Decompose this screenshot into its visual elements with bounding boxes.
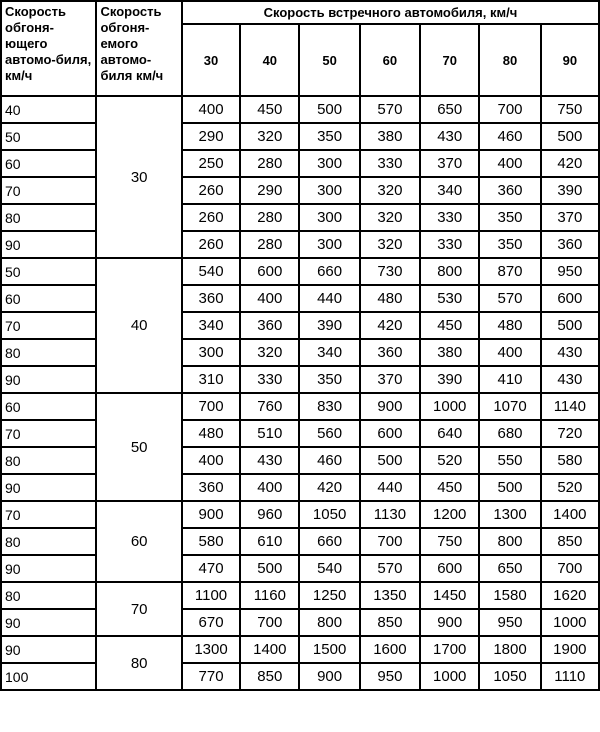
oncoming-speed-70: 70 <box>420 24 479 96</box>
distance-value-cell: 650 <box>479 555 540 582</box>
distance-value-cell: 450 <box>420 312 479 339</box>
table-row <box>1 312 599 339</box>
distance-value-cell: 430 <box>541 339 599 366</box>
distance-value-cell: 800 <box>479 528 540 555</box>
distance-value-cell: 600 <box>360 420 420 447</box>
table-row <box>1 339 599 366</box>
distance-value-cell: 290 <box>240 177 299 204</box>
distance-value-cell: 380 <box>420 339 479 366</box>
distance-value-cell: 400 <box>479 150 540 177</box>
distance-value-cell: 400 <box>240 474 299 501</box>
distance-value-cell: 1300 <box>182 636 240 663</box>
distance-value-cell: 290 <box>182 123 240 150</box>
distance-value-cell: 1400 <box>541 501 599 528</box>
distance-value-cell: 570 <box>479 285 540 312</box>
distance-value-cell: 530 <box>420 285 479 312</box>
distance-value-cell: 280 <box>240 150 299 177</box>
distance-value-cell: 830 <box>299 393 359 420</box>
distance-value-cell: 400 <box>240 285 299 312</box>
distance-value-cell: 700 <box>360 528 420 555</box>
distance-value-cell: 350 <box>479 231 540 258</box>
overtaken-speed-cell: 40 <box>96 258 181 393</box>
distance-value-cell: 250 <box>182 150 240 177</box>
distance-value-cell: 1100 <box>182 582 240 609</box>
distance-value-cell: 720 <box>541 420 599 447</box>
distance-value-cell: 560 <box>299 420 359 447</box>
table-row <box>1 231 599 258</box>
overtaking-speed-cell: 60 <box>1 150 96 177</box>
distance-value-cell: 260 <box>182 177 240 204</box>
distance-value-cell: 280 <box>240 204 299 231</box>
distance-value-cell: 460 <box>299 447 359 474</box>
oncoming-speed-60: 60 <box>360 24 420 96</box>
distance-value-cell: 390 <box>541 177 599 204</box>
distance-value-cell: 500 <box>479 474 540 501</box>
overtaken-speed-cell: 50 <box>96 393 181 501</box>
overtaking-speed-cell: 90 <box>1 636 96 663</box>
distance-value-cell: 330 <box>420 204 479 231</box>
distance-value-cell: 370 <box>541 204 599 231</box>
distance-value-cell: 1130 <box>360 501 420 528</box>
distance-value-cell: 1000 <box>541 609 599 636</box>
distance-value-cell: 670 <box>182 609 240 636</box>
distance-value-cell: 900 <box>182 501 240 528</box>
distance-value-cell: 640 <box>420 420 479 447</box>
oncoming-speed-40: 40 <box>240 24 299 96</box>
distance-value-cell: 320 <box>240 339 299 366</box>
distance-value-cell: 1900 <box>541 636 599 663</box>
distance-value-cell: 450 <box>240 96 299 123</box>
distance-value-cell: 400 <box>182 447 240 474</box>
distance-value-cell: 280 <box>240 231 299 258</box>
distance-value-cell: 660 <box>299 258 359 285</box>
distance-value-cell: 1050 <box>299 501 359 528</box>
overtaking-speed-cell: 70 <box>1 420 96 447</box>
distance-value-cell: 330 <box>420 231 479 258</box>
distance-value-cell: 500 <box>299 96 359 123</box>
distance-value-cell: 1500 <box>299 636 359 663</box>
overtaking-speed-cell: 90 <box>1 366 96 393</box>
distance-value-cell: 430 <box>541 366 599 393</box>
overtaking-speed-cell: 50 <box>1 123 96 150</box>
distance-value-cell: 300 <box>299 204 359 231</box>
distance-value-cell: 520 <box>541 474 599 501</box>
distance-value-cell: 460 <box>479 123 540 150</box>
distance-value-cell: 520 <box>420 447 479 474</box>
overtaken-speed-cell: 30 <box>96 96 181 258</box>
overtaking-speed-cell: 90 <box>1 609 96 636</box>
distance-value-cell: 850 <box>240 663 299 690</box>
overtaking-speed-cell: 90 <box>1 555 96 582</box>
distance-value-cell: 1300 <box>479 501 540 528</box>
distance-value-cell: 1110 <box>541 663 599 690</box>
distance-value-cell: 650 <box>420 96 479 123</box>
distance-value-cell: 1400 <box>240 636 299 663</box>
distance-value-cell: 350 <box>479 204 540 231</box>
overtaken-speed-header: Скорость обгоня-емого автомо-биля км/ч <box>96 1 181 96</box>
distance-value-cell: 380 <box>360 123 420 150</box>
table-row <box>1 204 599 231</box>
overtaking-speed-header: Скорость обгоня-ющего автомо-биля, км/ч <box>1 1 96 96</box>
distance-value-cell: 1580 <box>479 582 540 609</box>
distance-value-cell: 410 <box>479 366 540 393</box>
oncoming-speed-80: 80 <box>479 24 540 96</box>
table-row <box>1 582 599 609</box>
distance-value-cell: 300 <box>299 177 359 204</box>
distance-value-cell: 430 <box>420 123 479 150</box>
distance-value-cell: 580 <box>182 528 240 555</box>
overtaking-speed-cell: 60 <box>1 285 96 312</box>
distance-value-cell: 750 <box>420 528 479 555</box>
distance-value-cell: 800 <box>299 609 359 636</box>
distance-value-cell: 1250 <box>299 582 359 609</box>
overtaking-speed-cell: 90 <box>1 474 96 501</box>
distance-value-cell: 700 <box>479 96 540 123</box>
distance-value-cell: 480 <box>479 312 540 339</box>
distance-value-cell: 1700 <box>420 636 479 663</box>
distance-value-cell: 360 <box>479 177 540 204</box>
distance-value-cell: 440 <box>299 285 359 312</box>
table-header <box>1 1 599 96</box>
overtaking-speed-cell: 100 <box>1 663 96 690</box>
distance-value-cell: 1070 <box>479 393 540 420</box>
overtaken-speed-cell: 60 <box>96 501 181 582</box>
overtaking-speed-cell: 80 <box>1 582 96 609</box>
distance-value-cell: 570 <box>360 555 420 582</box>
distance-value-cell: 390 <box>299 312 359 339</box>
distance-value-cell: 320 <box>360 177 420 204</box>
distance-value-cell: 610 <box>240 528 299 555</box>
distance-value-cell: 680 <box>479 420 540 447</box>
table-row <box>1 420 599 447</box>
distance-value-cell: 1000 <box>420 393 479 420</box>
distance-value-cell: 600 <box>420 555 479 582</box>
distance-value-cell: 570 <box>360 96 420 123</box>
distance-value-cell: 340 <box>420 177 479 204</box>
distance-value-cell: 360 <box>182 285 240 312</box>
distance-value-cell: 360 <box>182 474 240 501</box>
distance-value-cell: 770 <box>182 663 240 690</box>
overtaking-speed-cell: 40 <box>1 96 96 123</box>
distance-value-cell: 300 <box>182 339 240 366</box>
distance-value-cell: 390 <box>420 366 479 393</box>
distance-value-cell: 300 <box>299 150 359 177</box>
distance-value-cell: 500 <box>541 123 599 150</box>
table-row <box>1 258 599 285</box>
distance-value-cell: 370 <box>420 150 479 177</box>
distance-value-cell: 340 <box>299 339 359 366</box>
distance-value-cell: 760 <box>240 393 299 420</box>
distance-value-cell: 800 <box>420 258 479 285</box>
overtaking-speed-cell: 70 <box>1 312 96 339</box>
distance-value-cell: 900 <box>299 663 359 690</box>
distance-value-cell: 700 <box>541 555 599 582</box>
oncoming-speed-header: Скорость встречного автомобиля, км/ч <box>182 1 599 24</box>
overtaking-speed-cell: 80 <box>1 339 96 366</box>
distance-value-cell: 1140 <box>541 393 599 420</box>
distance-value-cell: 320 <box>360 204 420 231</box>
table-row <box>1 123 599 150</box>
distance-value-cell: 660 <box>299 528 359 555</box>
table-row <box>1 96 599 123</box>
distance-value-cell: 730 <box>360 258 420 285</box>
distance-value-cell: 850 <box>541 528 599 555</box>
distance-value-cell: 420 <box>541 150 599 177</box>
table-row <box>1 285 599 312</box>
distance-value-cell: 500 <box>541 312 599 339</box>
overtaking-speed-cell: 80 <box>1 204 96 231</box>
overtaken-speed-cell: 80 <box>96 636 181 690</box>
overtaking-speed-cell: 70 <box>1 501 96 528</box>
distance-value-cell: 950 <box>541 258 599 285</box>
distance-value-cell: 420 <box>360 312 420 339</box>
distance-value-cell: 320 <box>360 231 420 258</box>
table-row <box>1 150 599 177</box>
distance-value-cell: 510 <box>240 420 299 447</box>
table-row <box>1 447 599 474</box>
distance-value-cell: 1000 <box>420 663 479 690</box>
distance-value-cell: 350 <box>299 366 359 393</box>
distance-value-cell: 260 <box>182 204 240 231</box>
oncoming-speed-90: 90 <box>541 24 599 96</box>
distance-value-cell: 1160 <box>240 582 299 609</box>
overtaking-speed-cell: 80 <box>1 447 96 474</box>
distance-value-cell: 950 <box>479 609 540 636</box>
distance-value-cell: 350 <box>299 123 359 150</box>
distance-value-cell: 600 <box>240 258 299 285</box>
distance-value-cell: 700 <box>240 609 299 636</box>
distance-value-cell: 360 <box>541 231 599 258</box>
distance-value-cell: 900 <box>420 609 479 636</box>
distance-value-cell: 1600 <box>360 636 420 663</box>
table-row <box>1 501 599 528</box>
overtaking-speed-cell: 50 <box>1 258 96 285</box>
distance-value-cell: 330 <box>240 366 299 393</box>
distance-value-cell: 470 <box>182 555 240 582</box>
oncoming-speed-30: 30 <box>182 24 240 96</box>
distance-value-cell: 500 <box>240 555 299 582</box>
distance-value-cell: 700 <box>182 393 240 420</box>
distance-value-cell: 1450 <box>420 582 479 609</box>
distance-value-cell: 580 <box>541 447 599 474</box>
distance-value-cell: 750 <box>541 96 599 123</box>
overtaken-speed-cell: 70 <box>96 582 181 636</box>
distance-value-cell: 1200 <box>420 501 479 528</box>
distance-value-cell: 600 <box>541 285 599 312</box>
overtaking-speed-cell: 60 <box>1 393 96 420</box>
table-row <box>1 663 599 690</box>
distance-value-cell: 400 <box>182 96 240 123</box>
distance-value-cell: 870 <box>479 258 540 285</box>
distance-value-cell: 850 <box>360 609 420 636</box>
distance-value-cell: 1050 <box>479 663 540 690</box>
table-row <box>1 474 599 501</box>
distance-value-cell: 1800 <box>479 636 540 663</box>
distance-value-cell: 320 <box>240 123 299 150</box>
distance-value-cell: 310 <box>182 366 240 393</box>
distance-value-cell: 550 <box>479 447 540 474</box>
table-row <box>1 393 599 420</box>
distance-value-cell: 500 <box>360 447 420 474</box>
overtaking-speed-cell: 70 <box>1 177 96 204</box>
distance-value-cell: 340 <box>182 312 240 339</box>
table-row <box>1 555 599 582</box>
table-row <box>1 609 599 636</box>
distance-value-cell: 480 <box>360 285 420 312</box>
distance-value-cell: 480 <box>182 420 240 447</box>
distance-value-cell: 300 <box>299 231 359 258</box>
overtaking-speed-cell: 90 <box>1 231 96 258</box>
overtaking-speed-cell: 80 <box>1 528 96 555</box>
distance-value-cell: 960 <box>240 501 299 528</box>
table-row <box>1 366 599 393</box>
table-row <box>1 636 599 663</box>
distance-value-cell: 1620 <box>541 582 599 609</box>
distance-value-cell: 950 <box>360 663 420 690</box>
distance-value-cell: 400 <box>479 339 540 366</box>
table-row <box>1 177 599 204</box>
oncoming-speed-50: 50 <box>299 24 359 96</box>
distance-value-cell: 370 <box>360 366 420 393</box>
distance-value-cell: 540 <box>299 555 359 582</box>
distance-value-cell: 360 <box>360 339 420 366</box>
distance-value-cell: 450 <box>420 474 479 501</box>
distance-value-cell: 900 <box>360 393 420 420</box>
distance-value-cell: 540 <box>182 258 240 285</box>
distance-value-cell: 260 <box>182 231 240 258</box>
distance-value-cell: 1350 <box>360 582 420 609</box>
table-body <box>1 96 599 690</box>
distance-value-cell: 440 <box>360 474 420 501</box>
distance-value-cell: 360 <box>240 312 299 339</box>
distance-value-cell: 420 <box>299 474 359 501</box>
distance-value-cell: 330 <box>360 150 420 177</box>
table-row <box>1 528 599 555</box>
distance-value-cell: 430 <box>240 447 299 474</box>
